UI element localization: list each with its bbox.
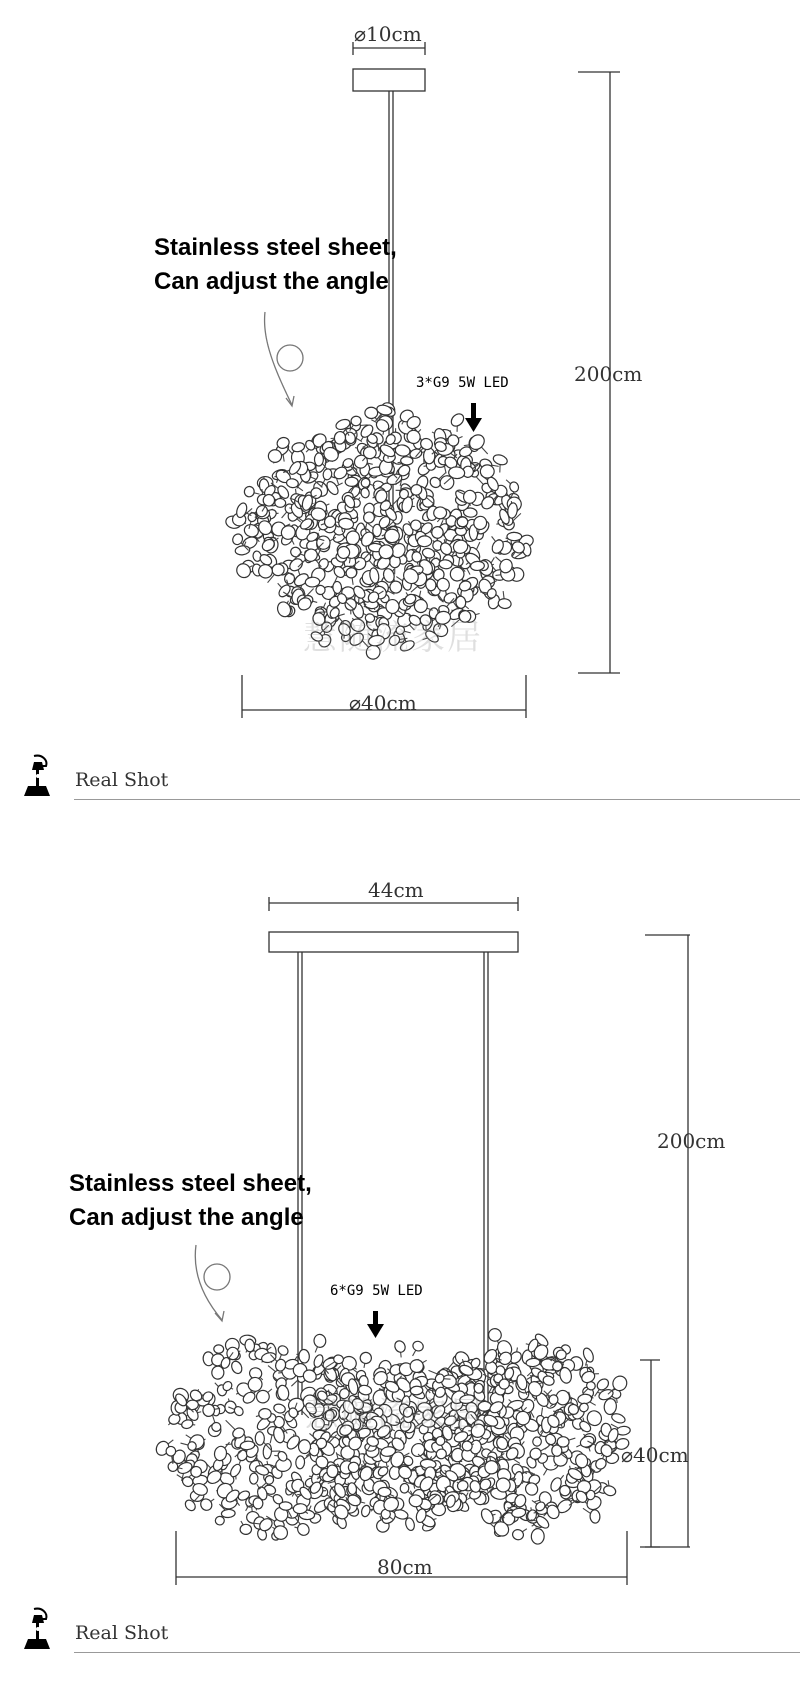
led-spec-label: 3*G9 5W LED — [416, 375, 509, 391]
leaf-disc — [289, 545, 302, 558]
leaf-disc — [273, 1403, 287, 1414]
leaf-disc — [373, 524, 382, 537]
watermark: 慧随流家居 — [305, 1395, 485, 1435]
leaf-disc — [214, 1345, 224, 1354]
section-divider — [74, 1652, 800, 1653]
leaf-disc — [221, 1509, 235, 1518]
height-label: 200cm — [657, 1129, 726, 1153]
section-title: Real Shot — [75, 769, 169, 791]
leaf-disc — [378, 544, 393, 559]
canopy — [353, 69, 425, 91]
leaf-disc — [287, 556, 304, 573]
leaf-disc — [424, 448, 435, 464]
leaf-disc — [240, 1524, 252, 1534]
lamp-icon — [20, 752, 60, 804]
leaf-disc — [244, 486, 255, 497]
section-title: Real Shot — [75, 1622, 169, 1644]
pendant-diagram-linear — [0, 855, 800, 1615]
watermark: 慧随流家居 — [303, 618, 483, 658]
leaf-disc — [470, 561, 484, 571]
leaf-disc — [230, 1360, 244, 1376]
leaf-disc — [279, 1501, 292, 1510]
pendant-diagram-single — [0, 0, 800, 735]
arrow-down-icon — [367, 1311, 384, 1338]
canopy-width-label: 44cm — [368, 878, 424, 902]
leaf-disc — [393, 1339, 407, 1354]
note-text: Stainless steel sheet, Can adjust the angle — [154, 234, 397, 295]
leaf-disc — [255, 1432, 265, 1446]
width-label: 80cm — [377, 1555, 433, 1579]
leaf-disc — [345, 477, 358, 486]
section-header-real-shot — [0, 752, 800, 812]
leaf-disc — [276, 1344, 290, 1357]
section-divider — [74, 799, 800, 800]
leaf-disc — [215, 1516, 224, 1525]
detail-circle — [204, 1264, 230, 1290]
leaf-disc — [313, 1334, 326, 1348]
leaf-disc — [203, 1404, 215, 1417]
leaf-disc — [410, 1359, 424, 1373]
leaf-disc — [365, 407, 378, 418]
leaf-disc — [298, 1349, 310, 1363]
leaf-disc — [360, 1504, 371, 1517]
leaf-disc — [417, 536, 432, 548]
leaf-disc — [492, 453, 509, 466]
leaf-disc — [603, 1398, 617, 1415]
leaf-disc — [532, 1437, 541, 1447]
leaf-disc — [511, 1528, 525, 1541]
leaf-disc — [337, 546, 350, 559]
canopy-diameter-label: ⌀10cm — [354, 22, 422, 46]
leaf-disc — [509, 481, 520, 493]
leaf-disc — [457, 517, 468, 527]
leaf-disc — [293, 1503, 307, 1514]
leaf-disc — [410, 520, 421, 531]
leaf-disc — [498, 598, 512, 609]
leaf-disc — [314, 453, 323, 466]
leaf-disc — [359, 1351, 372, 1364]
leaf-disc — [327, 1465, 339, 1478]
height-label: 200cm — [574, 362, 643, 386]
width-label: ⌀40cm — [349, 691, 417, 715]
leaf-disc — [449, 411, 466, 428]
leaf-disc — [531, 1528, 544, 1544]
note-text: Stainless steel sheet, Can adjust the angle — [69, 1170, 312, 1231]
leaf-disc — [291, 442, 305, 453]
leaf-disc — [244, 1339, 254, 1352]
leaf-disc — [274, 498, 285, 507]
leaf-disc — [549, 1395, 559, 1405]
detail-circle — [277, 345, 303, 371]
depth-label: ⌀40cm — [621, 1443, 689, 1467]
leaf-disc — [378, 1487, 391, 1496]
leaf-disc — [411, 1340, 425, 1353]
led-spec-label: 6*G9 5W LED — [330, 1283, 423, 1299]
leaf-disc — [299, 1440, 311, 1454]
lamp-icon — [20, 1605, 60, 1657]
leaf-disc — [433, 507, 447, 520]
leaf-disc — [384, 529, 400, 544]
leaf-disc — [295, 1521, 311, 1537]
leaf-disc — [249, 1473, 258, 1485]
pendant-drawing-linear — [0, 855, 800, 1615]
leaf-disc — [404, 1517, 415, 1531]
leaf-disc — [448, 466, 465, 479]
leaf-disc — [259, 1408, 272, 1419]
leaf-disc — [401, 456, 414, 465]
leaf-disc — [322, 468, 332, 480]
canopy — [269, 932, 518, 952]
leaf-disc — [480, 465, 494, 478]
leaf-disc — [348, 1462, 360, 1473]
leaf-disc — [286, 478, 299, 488]
leaf-disc — [507, 532, 522, 541]
leaf-disc — [590, 1510, 601, 1524]
pointer-curve — [265, 312, 292, 405]
pointer-curve — [195, 1245, 222, 1320]
leaf-disc — [581, 1347, 595, 1364]
arrow-down-icon — [465, 403, 482, 432]
leaf-disc — [295, 1456, 305, 1470]
leaf-disc — [253, 1498, 263, 1510]
leaf-disc — [272, 564, 285, 576]
leaf-disc — [268, 450, 281, 463]
section-header-real-shot — [0, 1605, 800, 1665]
